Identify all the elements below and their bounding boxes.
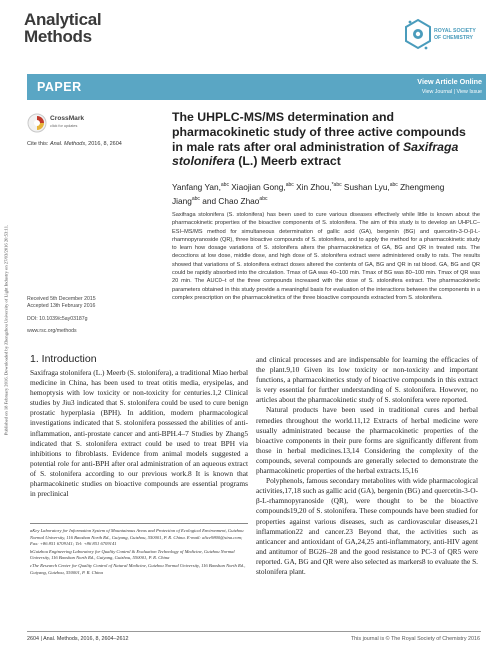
section-heading-introduction: 1. Introduction bbox=[30, 353, 97, 365]
title-end: (L.) Meerb extract bbox=[234, 154, 341, 169]
view-article-online-link[interactable]: View Article Online bbox=[417, 77, 482, 86]
page-footer-citation: 2604 | Anal. Methods, 2016, 8, 2604–2612 bbox=[27, 636, 129, 642]
journal-title bbox=[24, 11, 101, 45]
intro-paragraph-1: Saxifraga stolonifera (L.) Meerb (S. stolonifera), a traditional Miao herbal medicine in China, has been used to treat otitis media, erysipelas, and hemoptysis with low toxicity or non-toxicity for centuries.1,2 Clinical studies by Jiu3 indicated that S. stolonifera could be used to cure benign prostatic hyperplasia (BPH). In addition, modern pharmacological investigations indicated that S. stolonifera possessed the abilities of anti-inflammation, anti-prostate cancer and anti-BPH.4–7 Studies by Zhang5 indicated that S. stolonifera extract could be used to treat BPH via inhibitions to fibroblasts. Evidence from animal models suggested a potential role for anti-BPH after oral administration of an aqueous extract of S. stolonifera according to our previous work.8 It is known that pharmacokinetic studies on bioactive compounds are essential programs in preclinical bbox=[30, 368, 248, 499]
footnote-c: cThe Research Center for Quality Control of Natural Medicine, Guizhou Normal University, 116 Baoshan North Rd., Guiyang, Guizhou, 550001, P. R. China bbox=[30, 562, 246, 575]
author-list bbox=[172, 179, 472, 207]
author-3: Xin Zhou, bbox=[293, 181, 332, 192]
cite-prefix: Cite this: bbox=[27, 141, 49, 147]
crossmark-icon bbox=[27, 113, 47, 133]
author-4-affiliation: abc bbox=[389, 182, 398, 188]
journal-title-line2: Methods bbox=[24, 27, 92, 46]
rsc-logo bbox=[404, 14, 484, 58]
author-4: Sushan Lyu, bbox=[341, 181, 390, 192]
download-stamp bbox=[1, 95, 11, 565]
citation bbox=[27, 141, 122, 147]
received-date: Received 5th December 2015 bbox=[27, 296, 96, 302]
author-2-affiliation: abc bbox=[285, 182, 294, 188]
view-journal-issue-links[interactable]: View Journal | View Issue bbox=[421, 89, 482, 95]
footnote-divider bbox=[30, 523, 248, 524]
cite-details: , 2016, 8, 2604 bbox=[85, 141, 122, 147]
rsc-name-line2: OF CHEMISTRY bbox=[434, 35, 474, 41]
abstract: Saxifraga stolonifera (S. stolonifera) has been used to cure various diseases effectively while little is known about the pharmacokinetic properties of the bioactive components of S. stolonifera. The aim of this study is to develop an UHPLC–ESI–MS/MS method for simultaneous determination of gallic acid (GA), bergenin (BG) and quercetin-3-O-β-L-rhamnopyranoside (QR), three bioactive compounds of S. stolonifera, and to apply the method for a pharmacokinetic study to learn how dosage variations of S. stolonifera alters the pharmacokinetics of GA, BG and QR in treated rats. The decoctions at low dose, middle dose, and high dose of S. stolonifera extract were administered orally to rats. The results showed that variations of S. stolonifera extract doses altered the contents of GA, BG and QR in rat blood. GA, BG and QR could be rapidly absorbed into the circulation. Tmax of GA was 40–100 min. Tmax of BG was 80–100 min. Tmax of QR was 20 min. The AUC0–t of the three compounds increased with the dose of S. stolonifera extract. The pharmacokinetic parameters obtained in this study provide a meaningful basis for evaluation of the interactions between the components in a complex prescription on the pharmacokinetics of the three bioactive compounds extracted from S. stolonifera. bbox=[172, 212, 480, 301]
history-dates bbox=[27, 296, 96, 310]
article-title bbox=[172, 110, 477, 169]
intro-paragraph-2: Natural products have been used in traditional cures and herbal remedies throughout the world.11,12 Extracts of herbal medicine were usually administrated because the pharmacokinetic properties of the bioactive components in their pure forms are significantly different from those in herbal medicines.13,14 Considering the complexity of the compounds, several compounds are generally selected to demonstrate the pharmacokinetic properties of the herbal extracts.15,16 bbox=[256, 405, 478, 476]
author-6-affiliation: abc bbox=[259, 195, 268, 202]
intro-paragraph-1-cont: and clinical processes and are indispensable for learning the efficacies of the plant.9,10 Given its low toxicity or non-toxicity and important functions, a pharmacokinetics study of bioactive compounds in this extract is very essential for further understanding of S. stolonifera. However, no articles about the pharmacokinetic study of S. stolonifera were reported. bbox=[256, 355, 478, 405]
download-stamp-text: Published on 18 February 2016. Downloaded by Zhengzhou University of Light Industry on 27/03/2016 20:53:11. bbox=[3, 224, 9, 436]
title-main: The UHPLC-MS/MS determination and pharmacokinetic study of three active compounds in male rats after oral administration of bbox=[172, 110, 466, 154]
rsc-name-line1: ROYAL SOCIETY bbox=[434, 28, 476, 34]
journal-url-link[interactable]: www.rsc.org/methods bbox=[27, 328, 77, 334]
author-1: Yanfang Yan, bbox=[172, 181, 221, 192]
crossmark-sublabel: click for updates bbox=[50, 124, 78, 128]
crossmark-label: CrossMark bbox=[50, 115, 85, 122]
page-footer-copyright: This journal is © The Royal Society of Chemistry 2016 bbox=[350, 636, 480, 642]
author-1-affiliation: abc bbox=[220, 182, 229, 188]
body-column-left bbox=[30, 368, 248, 499]
footnote-a: aKey Laboratory for Information System of Mountainous Areas and Protection of Ecological Environment, Guizhou Normal University, 116 Baoshan North Rd., Guiyang, Guizhou, 550001, P. R. China. E-mail: alice9800@sina.com; Fax: +86 851 6709141; Tel: +86 851 6709141 bbox=[30, 528, 244, 547]
footer-divider bbox=[27, 631, 481, 632]
body-column-right bbox=[256, 355, 478, 577]
author-5: Zhengmeng Jiang bbox=[172, 181, 445, 206]
author-2: Xiaojian Gong, bbox=[228, 181, 286, 192]
cite-journal: Anal. Methods bbox=[49, 141, 86, 147]
author-6: and Chao Zhao bbox=[199, 195, 260, 206]
affiliation-footnotes bbox=[30, 528, 248, 577]
accepted-date: Accepted 13th February 2016 bbox=[27, 303, 96, 309]
footnote-b: bGuizhou Engineering Laboratory for Quality Control & Evaluation Technology of Medicine, Guizhou Normal University, 116 Baoshan North Rd., Guiyang, Guizhou, 550001, P. R. China bbox=[30, 548, 235, 561]
journal-title-line1: Analytical bbox=[24, 10, 102, 29]
crossmark-badge[interactable] bbox=[27, 112, 97, 134]
title-species: Saxifraga stolonifera bbox=[172, 139, 459, 169]
intro-paragraph-3: Polyphenols, famous secondary metabolites with wide pharmacological activities,17,18 such as gallic acid (GA), bergenin (BG) and quercetin-3-O-β-L-rhamnopyranoside (QR), were thought to be the bioactive compounds19,20 of S. stolonifera. These compounds have been studied for properties against various diseases, such as cardiovascular diseases,21 inflammation22 and cancer.23 Beyond that, the activities such as anticancer and antioxidant of GA,24,25 anti-inflammatory, anti-HIV agent and antitumor of BG26–28 and the good resistance to PC-3 of QR5 were reported. GA, BG and QR were also selected as markers8 to evaluate the S. stolonifera plant. bbox=[256, 476, 478, 576]
paper-type-label: PAPER bbox=[37, 80, 82, 94]
doi-link[interactable]: DOI: 10.1039/c5ay03187g bbox=[27, 316, 88, 322]
author-3-affiliation: *abc bbox=[331, 182, 342, 188]
author-5-affiliation: abc bbox=[191, 195, 200, 202]
